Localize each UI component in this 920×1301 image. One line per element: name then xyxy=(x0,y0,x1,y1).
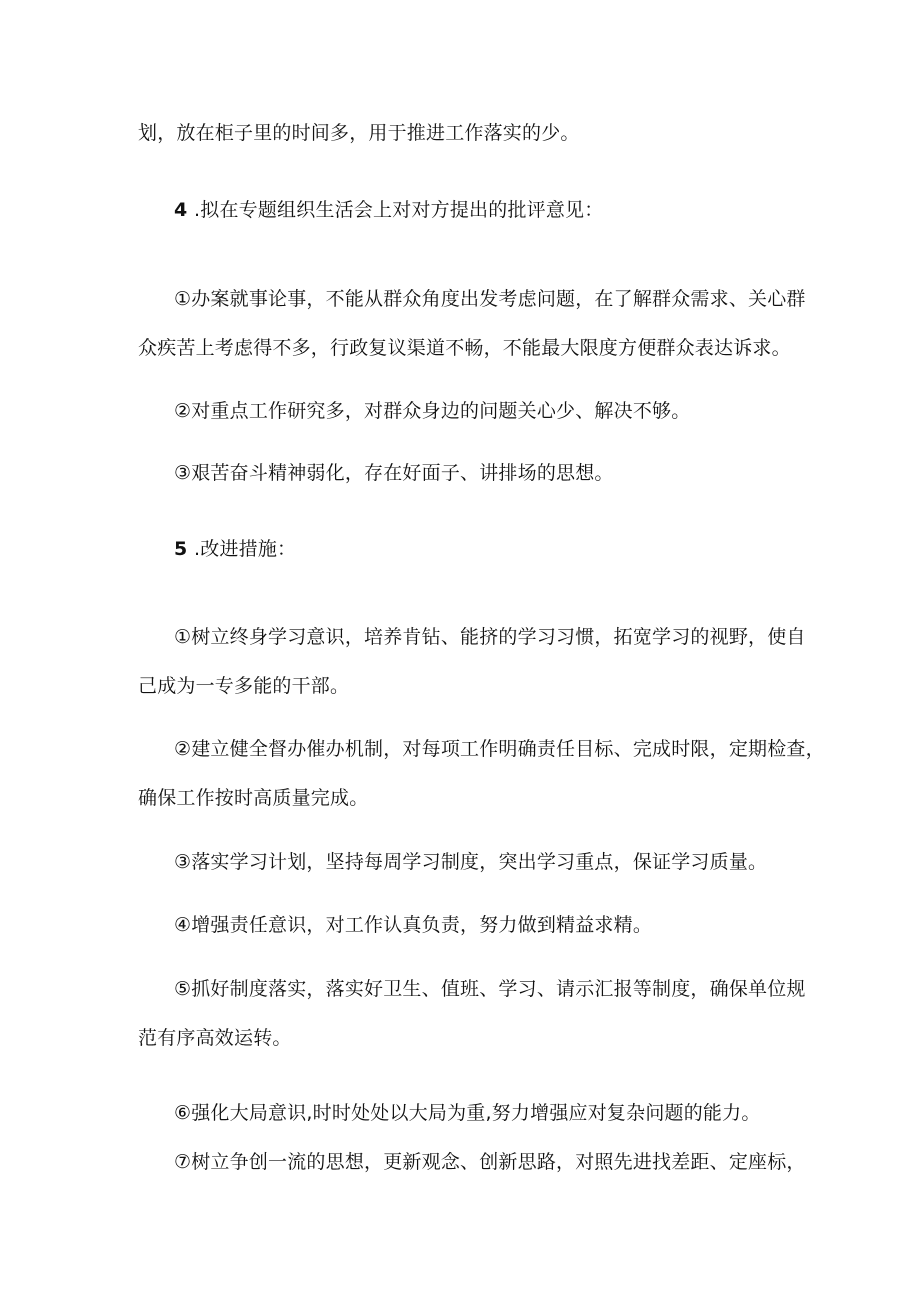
paragraph-line: ③落实学习计划，坚持每周学习制度，突出学习重点，保证学习质量。 xyxy=(174,851,768,873)
paragraph-line: ③艰苦奋斗精神弱化，存在好面子、讲排场的思想。 xyxy=(174,462,614,484)
paragraph-line: 划，放在柜子里的时间多，用于推进工作落实的少。 xyxy=(138,122,580,144)
paragraph-line: 确保工作按时高质量完成。 xyxy=(138,787,369,809)
paragraph-line: ⑦树立争创一流的思想，更新观念、创新思路，对照先进找差距、定座标， xyxy=(174,1151,806,1173)
paragraph-line: ①树立终身学习意识，培养肯钻、能挤的学习习惯，拓宽学习的视野，使自 xyxy=(174,626,806,648)
section-heading-4 xyxy=(174,198,603,222)
paragraph-line: ④增强责任意识，对工作认真负责，努力做到精益求精。 xyxy=(174,914,653,936)
section-number: 4 xyxy=(174,199,188,221)
paragraph-line: 众疾苦上考虑得不多，行政复议渠道不畅，不能最大限度方便群众表达诉求。 xyxy=(138,337,791,359)
section-title: .改进措施： xyxy=(194,538,297,560)
paragraph-line: ⑤抓好制度落实，落实好卫生、值班、学习、请示汇报等制度，确保单位规 xyxy=(174,978,806,1000)
section-heading-5 xyxy=(174,537,296,561)
paragraph-line: 范有序高效运转。 xyxy=(138,1027,292,1049)
paragraph-line: ②对重点工作研究多，对群众身边的问题关心少、解决不够。 xyxy=(174,400,691,422)
section-number: 5 xyxy=(174,538,188,560)
section-title: .拟在专题组织生活会上对对方提出的批评意见： xyxy=(194,199,604,221)
paragraph-line: ②建立健全督办催办机制，对每项工作明确责任目标、完成时限，定期检查， xyxy=(174,738,825,760)
paragraph-line: 己成为一专多能的干部。 xyxy=(138,675,350,697)
paragraph-line: ①办案就事论事，不能从群众角度出发考虑问题，在了解群众需求、关心群 xyxy=(174,288,806,310)
paragraph-line: ⑥强化大局意识,时时处处以大局为重,努力增强应对复杂问题的能力。 xyxy=(174,1102,761,1124)
